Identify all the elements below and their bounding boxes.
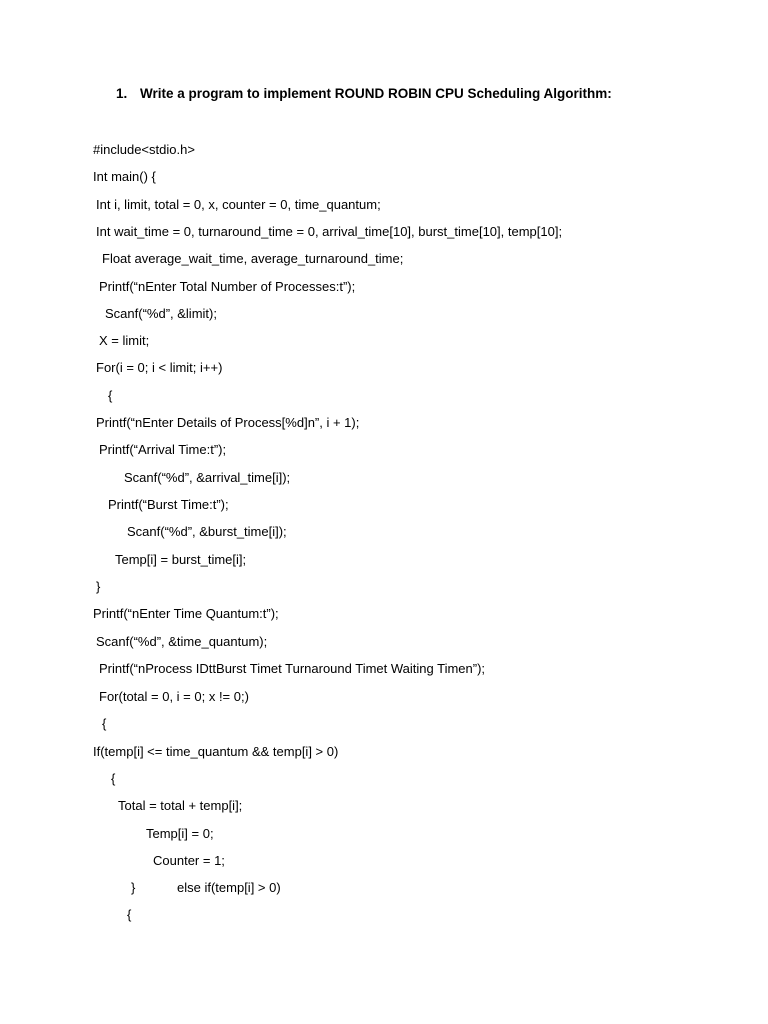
code-line: { [127,907,132,922]
code-line: Int main() { [93,169,156,184]
code-line: Scanf(“%d”, &limit); [105,306,217,321]
code-line: Scanf(“%d”, &burst_time[i]); [127,524,287,539]
code-line: X = limit; [99,333,150,348]
code-line: Counter = 1; [153,853,225,868]
code-line: } [131,880,136,895]
code-line: Total = total + temp[i]; [118,798,243,813]
code-line: Temp[i] = burst_time[i]; [115,552,247,567]
code-line: else if(temp[i] > 0) [177,880,281,895]
code-line: Printf(“nEnter Total Number of Processes:t”); [99,279,356,294]
question-number: 1. [116,86,128,101]
code-line: Printf(“Arrival Time:t”); [99,442,227,457]
code-line: If(temp[i] <= time_quantum && temp[i] > 0) [93,744,339,759]
code-line: Printf(“nEnter Details of Process[%d]n”, i + 1); [96,415,360,430]
question-title: Write a program to implement ROUND ROBIN CPU Scheduling Algorithm: [140,86,612,101]
code-line: #include<stdio.h> [93,142,195,157]
code-line: Printf(“nProcess IDttBurst Timet Turnaround Timet Waiting Timen”); [99,661,486,676]
code-line: Temp[i] = 0; [146,826,214,841]
question-heading [116,86,612,101]
code-line: { [102,716,107,731]
code-line: { [108,388,113,403]
code-line: Printf(“Burst Time:t”); [108,497,229,512]
code-line: Int wait_time = 0, turnaround_time = 0, arrival_time[10], burst_time[10], temp[10]; [96,224,563,239]
code-line: For(i = 0; i < limit; i++) [96,360,223,375]
code-line: Float average_wait_time, average_turnaround_time; [102,251,404,266]
code-line: } [96,579,101,594]
code-line: Scanf(“%d”, &time_quantum); [96,634,268,649]
code-line: Int i, limit, total = 0, x, counter = 0, time_quantum; [96,197,381,212]
code-line: For(total = 0, i = 0; x != 0;) [99,689,249,704]
code-line: { [111,771,116,786]
code-line: Scanf(“%d”, &arrival_time[i]); [124,470,291,485]
code-line: Printf(“nEnter Time Quantum:t”); [93,606,279,621]
